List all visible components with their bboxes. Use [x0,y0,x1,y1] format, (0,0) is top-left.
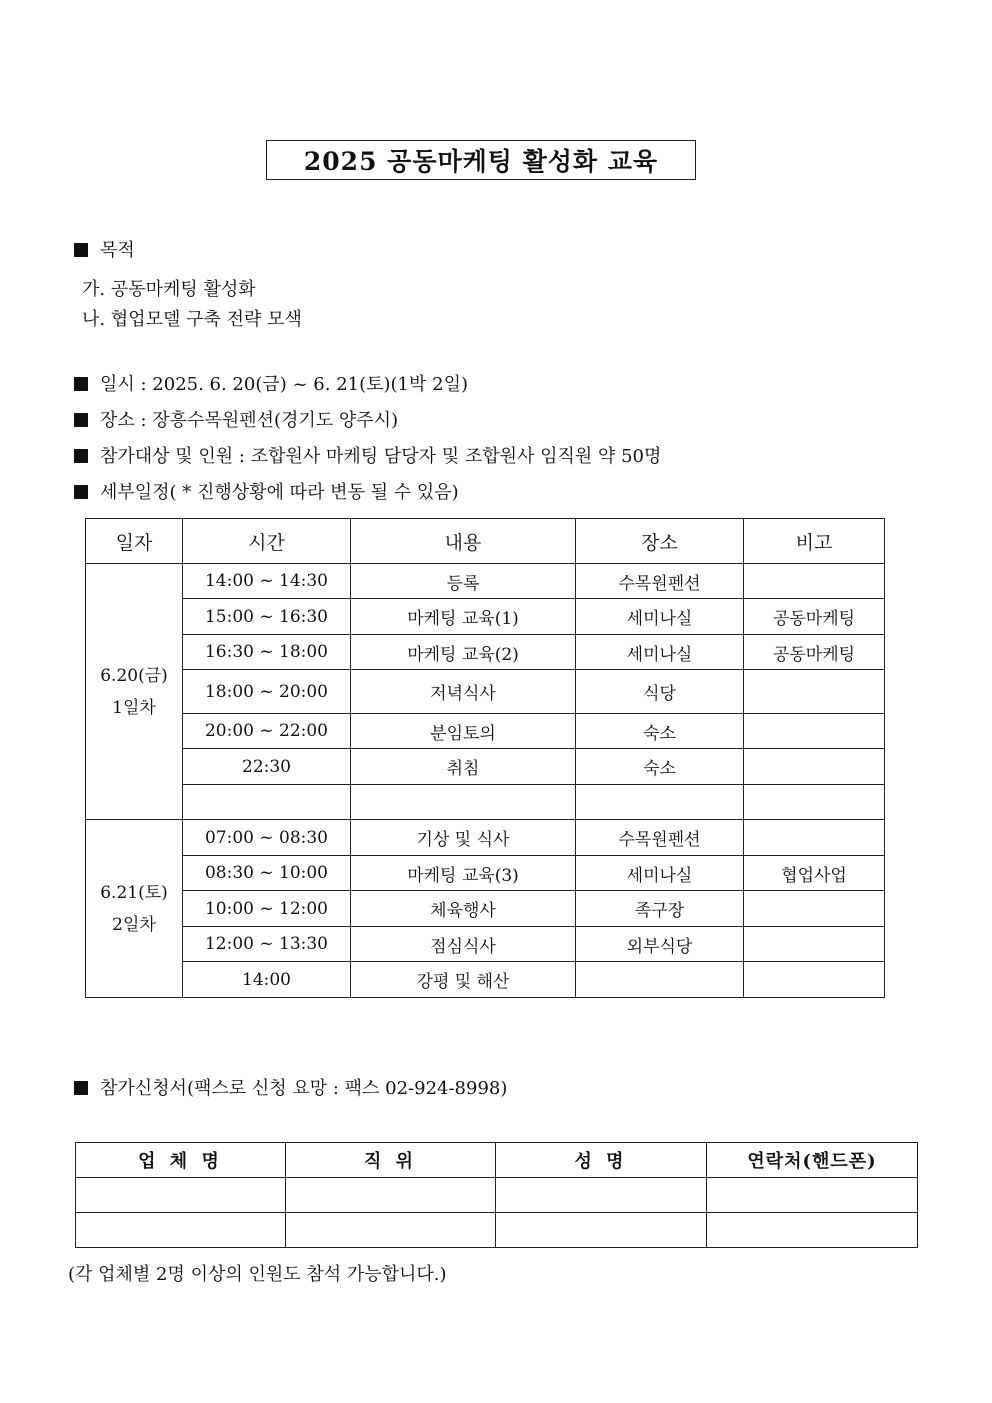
table-row [86,856,885,891]
info-date [74,370,468,396]
header-note: 비고 [744,519,885,564]
table-row [86,714,885,749]
table-row [86,635,885,670]
place-cell: 족구장 [576,891,744,927]
header-content: 내용 [351,519,576,564]
day1-date: 6.20(금) [100,665,168,686]
header-company: 업 체 명 [76,1143,286,1178]
purpose-heading [74,236,135,262]
time-cell: 08:30 ~ 10:00 [183,856,351,891]
info-place-text: 장소 : 장흥수목원펜션(경기도 양주시) [100,410,399,431]
header-place: 장소 [576,519,744,564]
place-cell: 숙소 [576,714,744,749]
note-cell [744,564,885,599]
name-field[interactable] [496,1178,707,1213]
time-cell: 14:00 [183,962,351,998]
time-cell: 22:30 [183,749,351,785]
schedule-table [85,518,885,998]
table-row [76,1213,918,1248]
square-bullet-icon [74,449,88,463]
purpose-heading-text: 목적 [100,240,135,261]
time-cell: 16:30 ~ 18:00 [183,635,351,670]
info-target [74,442,661,468]
table-row [76,1178,918,1213]
header-contact: 연락처(핸드폰) [707,1143,918,1178]
company-field[interactable] [76,1178,286,1213]
place-cell: 세미나실 [576,635,744,670]
header-name: 성 명 [496,1143,707,1178]
table-row [86,599,885,635]
place-cell: 세미나실 [576,599,744,635]
table-row [86,820,885,856]
application-heading [74,1074,507,1100]
position-field[interactable] [286,1178,496,1213]
application-header-row [76,1143,918,1178]
content-cell: 분임토의 [351,714,576,749]
table-row [86,962,885,998]
info-date-text: 일시 : 2025. 6. 20(금) ~ 6. 21(토)(1박 2일) [100,374,468,395]
time-cell: 18:00 ~ 20:00 [183,670,351,714]
square-bullet-icon [74,413,88,427]
place-cell: 식당 [576,670,744,714]
table-row [86,749,885,785]
place-cell: 숙소 [576,749,744,785]
info-target-text: 참가대상 및 인원 : 조합원사 마케팅 담당자 및 조합원사 임직원 약 50명 [100,446,662,467]
header-date: 일자 [86,519,183,564]
place-cell: 수목원펜션 [576,820,744,856]
day2-cell [86,820,183,998]
position-field[interactable] [286,1213,496,1248]
content-cell: 강평 및 해산 [351,962,576,998]
info-schedule [74,478,459,504]
content-cell: 마케팅 교육(3) [351,856,576,891]
note-cell: 협업사업 [744,856,885,891]
content-cell: 마케팅 교육(2) [351,635,576,670]
time-cell: 10:00 ~ 12:00 [183,891,351,927]
time-cell: 15:00 ~ 16:30 [183,599,351,635]
note-cell [744,891,885,927]
note-cell [744,714,885,749]
header-position: 직 위 [286,1143,496,1178]
content-cell: 기상 및 식사 [351,820,576,856]
application-heading-text: 참가신청서(팩스로 신청 요망 : 팩스 02-924-8998) [100,1078,508,1099]
place-cell: 세미나실 [576,856,744,891]
note-cell: 공동마케팅 [744,599,885,635]
square-bullet-icon [74,1081,88,1095]
day1-label: 1일차 [112,697,156,718]
content-cell: 저녁식사 [351,670,576,714]
content-cell: 점심식사 [351,927,576,962]
content-cell: 마케팅 교육(1) [351,599,576,635]
content-cell: 취침 [351,749,576,785]
application-note: (각 업체별 2명 이상의 인원도 참석 가능합니다.) [68,1264,447,1285]
contact-field[interactable] [707,1213,918,1248]
square-bullet-icon [74,243,88,257]
content-cell: 등록 [351,564,576,599]
time-cell: 07:00 ~ 08:30 [183,820,351,856]
purpose-item: 가. 공동마케팅 활성화 [82,279,256,300]
table-row [86,785,885,820]
note-cell [744,820,885,856]
place-cell: 수목원펜션 [576,564,744,599]
table-row [86,927,885,962]
time-cell: 14:00 ~ 14:30 [183,564,351,599]
note-cell [744,962,885,998]
place-cell [576,785,744,820]
document-title: 2025 공동마케팅 활성화 교육 [266,140,696,180]
day1-cell [86,564,183,820]
time-cell: 20:00 ~ 22:00 [183,714,351,749]
note-cell: 공동마케팅 [744,635,885,670]
info-place [74,406,398,432]
note-cell [744,785,885,820]
note-cell [744,670,885,714]
place-cell [576,962,744,998]
square-bullet-icon [74,485,88,499]
day2-label: 2일차 [112,914,156,935]
time-cell [183,785,351,820]
table-row [86,670,885,714]
content-cell [351,785,576,820]
company-field[interactable] [76,1213,286,1248]
content-cell: 체육행사 [351,891,576,927]
schedule-header-row [86,519,885,564]
table-row [86,564,885,599]
name-field[interactable] [496,1213,707,1248]
square-bullet-icon [74,377,88,391]
application-table [75,1142,918,1248]
note-cell [744,749,885,785]
time-cell: 12:00 ~ 13:30 [183,927,351,962]
info-schedule-text: 세부일정( * 진행상황에 따라 변동 될 수 있음) [100,482,459,503]
contact-field[interactable] [707,1178,918,1213]
table-row [86,891,885,927]
day2-date: 6.21(토) [100,882,168,903]
place-cell: 외부식당 [576,927,744,962]
header-time: 시간 [183,519,351,564]
purpose-item: 나. 협업모델 구축 전략 모색 [82,309,302,330]
note-cell [744,927,885,962]
